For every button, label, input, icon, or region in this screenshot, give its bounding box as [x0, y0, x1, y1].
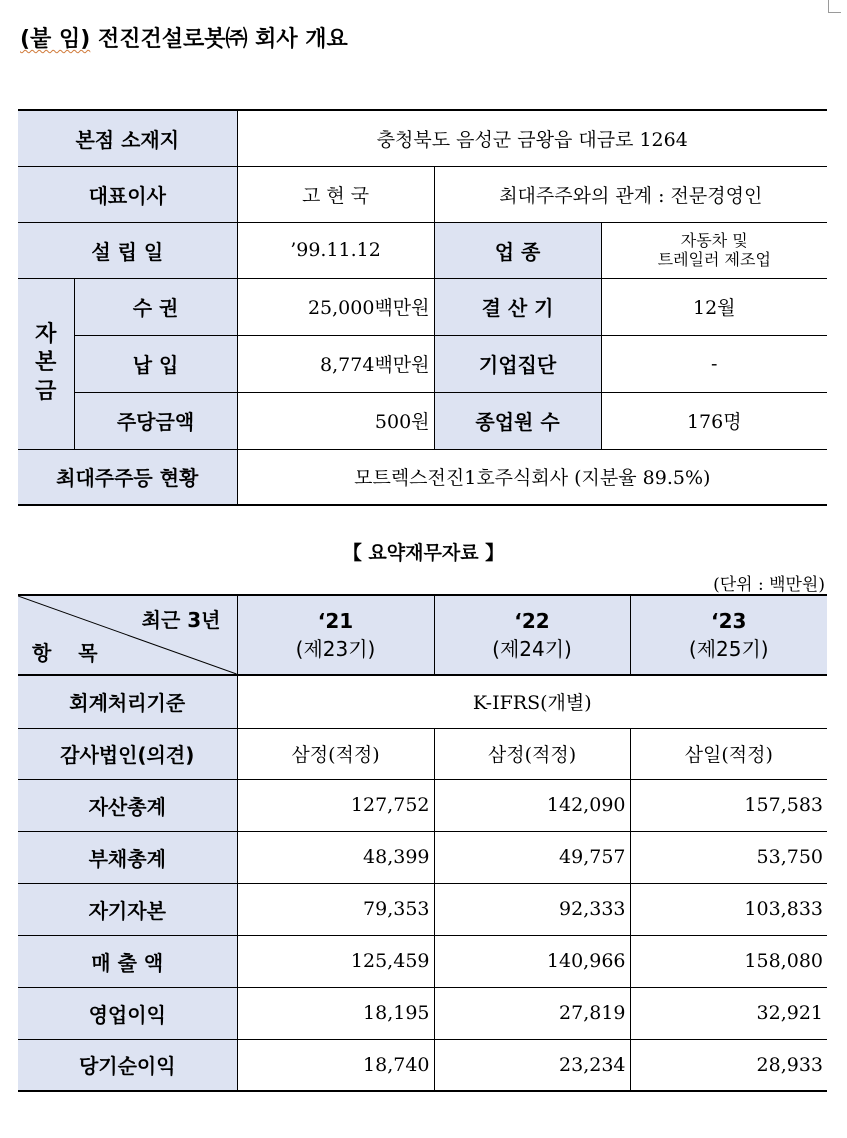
industry-label: 업 종 — [434, 222, 601, 278]
row-value-2022: 23,234 — [434, 1039, 630, 1091]
table-row — [18, 883, 827, 935]
capital-label — [18, 278, 74, 449]
hq-row — [18, 110, 827, 166]
row-label: 당기순이익 — [18, 1039, 237, 1091]
financial-unit: (단위 : 백만원) — [713, 575, 825, 595]
period-label: (제25기) — [688, 636, 769, 661]
major-shareholder-label: 최대주주등 현황 — [18, 449, 237, 505]
par-row — [18, 392, 827, 449]
row-value-2021: 127,752 — [237, 779, 434, 831]
major-shareholder-row — [18, 449, 827, 505]
row-label: 자기자본 — [18, 883, 237, 935]
table-row — [18, 779, 827, 831]
paid-value: 8,774백만원 — [237, 335, 434, 392]
audit-label: 감사법인(의견) — [18, 728, 237, 779]
row-value-2022: 27,819 — [434, 987, 630, 1039]
row-value-2023: 53,750 — [630, 831, 827, 883]
founded-row — [18, 222, 827, 278]
row-label: 부채총계 — [18, 831, 237, 883]
major-shareholder-value: 모트렉스전진1호주식회사 (지분율 89.5%) — [237, 449, 827, 505]
year-header-2021 — [237, 595, 434, 675]
ceo-label: 대표이사 — [18, 166, 237, 222]
capital-label-text: 자본금 — [35, 321, 57, 404]
row-value-2022: 142,090 — [434, 779, 630, 831]
audit-row — [18, 728, 827, 779]
row-value-2023: 103,833 — [630, 883, 827, 935]
audit-value-2023: 삼일(적정) — [630, 728, 827, 779]
year-header-2022 — [434, 595, 630, 675]
row-value-2021: 79,353 — [237, 883, 434, 935]
row-value-2023: 32,921 — [630, 987, 827, 1039]
authorized-row — [18, 278, 827, 335]
employees-value: 176명 — [601, 392, 827, 449]
year-label: ‘22 — [514, 608, 550, 633]
year-label: ‘23 — [711, 608, 747, 633]
table-row — [18, 987, 827, 1039]
year-label: ‘21 — [317, 608, 354, 633]
financial-header-row — [18, 595, 827, 675]
row-value-2021: 125,459 — [237, 935, 434, 987]
financial-summary-table — [18, 594, 827, 1092]
ceo-row — [18, 166, 827, 222]
row-value-2023: 158,080 — [630, 935, 827, 987]
paid-label: 납 입 — [74, 335, 237, 392]
par-value: 500원 — [237, 392, 434, 449]
group-label: 기업집단 — [434, 335, 601, 392]
row-value-2022: 49,757 — [434, 831, 630, 883]
audit-value-2022: 삼정(적정) — [434, 728, 630, 779]
accounting-label: 회계처리기준 — [18, 675, 237, 728]
group-value: - — [601, 335, 827, 392]
authorized-label: 수 권 — [74, 278, 237, 335]
year-header-2023 — [630, 595, 827, 675]
accounting-row — [18, 675, 827, 728]
authorized-value: 25,000백만원 — [237, 278, 434, 335]
title-prefix: (붙 임) — [20, 27, 91, 52]
page-title — [20, 22, 348, 53]
industry-value — [601, 222, 827, 278]
header-top-label: 최근 3년 — [141, 608, 221, 632]
audit-value-2021: 삼정(적정) — [237, 728, 434, 779]
row-value-2021: 48,399 — [237, 831, 434, 883]
table-row — [18, 1039, 827, 1091]
header-bottom-label: 항 목 — [32, 641, 108, 665]
period-label: (제24기) — [492, 636, 572, 661]
table-row — [18, 935, 827, 987]
hq-value: 충청북도 음성군 금왕읍 대금로 1264 — [237, 110, 827, 166]
period-label: (제23기) — [295, 636, 376, 661]
financial-section-title: 【 요약재무자료 】 — [342, 542, 505, 564]
row-label: 자산총계 — [18, 779, 237, 831]
paid-row — [18, 335, 827, 392]
page-corner-mark — [828, 0, 841, 13]
row-value-2023: 157,583 — [630, 779, 827, 831]
diagonal-header-cell — [18, 595, 237, 675]
row-value-2022: 140,966 — [434, 935, 630, 987]
row-value-2023: 28,933 — [630, 1039, 827, 1091]
fiscal-label: 결 산 기 — [434, 278, 601, 335]
industry-value-line1: 자동차 및 — [680, 230, 748, 250]
row-label: 매 출 액 — [18, 935, 237, 987]
founded-label: 설 립 일 — [18, 222, 237, 278]
row-value-2021: 18,740 — [237, 1039, 434, 1091]
table-row — [18, 831, 827, 883]
row-value-2021: 18,195 — [237, 987, 434, 1039]
fiscal-value: 12월 — [601, 278, 827, 335]
row-value-2022: 92,333 — [434, 883, 630, 935]
par-label: 주당금액 — [74, 392, 237, 449]
title-name: 전진건설로봇㈜ 회사 개요 — [97, 27, 348, 52]
founded-value: ’99.11.12 — [237, 222, 434, 278]
employees-label: 종업원 수 — [434, 392, 601, 449]
ceo-value: 고 현 국 — [237, 166, 434, 222]
row-label: 영업이익 — [18, 987, 237, 1039]
hq-label: 본점 소재지 — [18, 110, 237, 166]
ceo-relation: 최대주주와의 관계 : 전문경영인 — [434, 166, 827, 222]
company-overview-table — [18, 109, 827, 506]
industry-value-line2: 트레일러 제조업 — [657, 250, 771, 269]
accounting-value: K-IFRS(개별) — [237, 675, 827, 728]
